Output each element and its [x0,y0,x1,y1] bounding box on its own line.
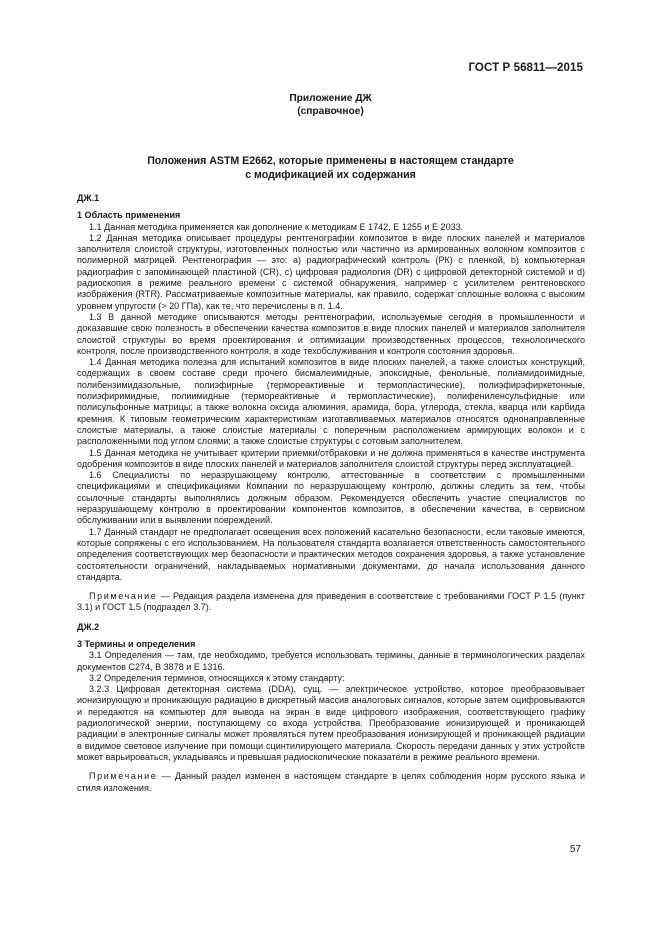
paragraph-1-4: 1.4 Данная методика полезна для испытаний композитов в виде плоских панелей, а также слоистых конструкций, содержащих в своем составе среди прочего бисмалеимидные, эпоксидные, фенольные, полиамидоимидные, полибензимидазольные, полиэфирные (термореактивные и термопластические), полиэфирэфиркетонные, полиэфиримидные, полиимидные (термореактивные и термопластические), полифениленсульфидные или полисульфонные матрицы; а также волокна оксида алюминия, арамида, бора, углерода, стекла, кварца или карбида кремния. К типовым геометрическим характеристикам изготавливаемых материалов относятся однонаправленные слоистые материалы, а также слоистые материалы с поперечным расположением армирующих волокон и с расположенными под углом слоями; а также слоистые структуры с сотовым заполнителем. [77,357,585,447]
document-title-line2: с модификацией их содержания [245,169,416,181]
section-label-dzh1: ДЖ.1 [77,193,100,203]
section-heading-terms: 3 Термины и определения [77,638,196,649]
paragraph-1-3: 1.3 В данной методике описываются методы рентгенографии, используемые сегодня в промышленности и доказавшие свою полезность в обеспечении качества композитов в виде плоских панелей и материалов заполнителя слоистой структуры во время проектирования и оптимизации производственных процессов, технологического контроля, после производственного контроля, в ходе техобслуживания и контроля состояния здоровья. [77,311,585,356]
note-text: — Данный раздел изменен в настоящем стандарте в целях соблюдения норм русского языка и стиля изложения. [77,771,585,793]
note-section1 [77,591,585,614]
paragraph-1-5: 1.5 Данная методика не учитывает критерии приемки/отбраковки и не должна применяться в качестве инструмента одобрения композитов в виде плоских панелей и материалов заполнителя слоистой структуры перед эксплуатацией. [77,447,585,469]
standard-designation: ГОСТ Р 56811—2015 [468,62,583,74]
appendix-subtitle: (справочное) [297,106,364,117]
paragraph-1-7: 1.7 Данный стандарт не предполагает освещения всех положений касательно безопасности, если таковые имеются, которые сопряжены с его использованием. На пользователя стандарта возлагается ответственность самостоятельного определения соответствующих мер безопасности и практических методов сохранения здоровья, а также установление состоятельности ограничений, накладываемых нормативными документами, до начала использования данного стандарта. [77,526,585,582]
note-section2 [77,771,585,794]
paragraph-3-2-3: 3.2.3 Цифровая детекторная система (DDA), сущ. — электрическое устройство, которое преобразовывает ионизирующую и проникающую радиацию в дискретный массив аналоговых сигналов, которые затем оцифровываются и передаются на компьютер для вывода на экран в виде цифрового изображения, соответствующего графику радиологической энергии, поступающему со входа устройства. Преобразование ионизирующей и проникающей радиации в электронные сигналы может проявляться путем преобразования ионизирующей и проникающей радиации в видимое световое излучение при помощи сцинтилирующего материала. Скорость передачи данных у этих устройств может варьироваться, укладываясь и превышая радиоскопические показатели в режиме реального времени. [77,684,585,762]
appendix-title: Приложение ДЖ [289,93,372,104]
appendix-heading [0,92,661,118]
paragraph-1-1: 1.1 Данная методика применяется как дополнение к методикам E 1742, E 1255 и E 2033. [89,221,464,232]
paragraph-1-6: 1.6 Специалисты по неразрушающему контролю, аттестованные в соответствии с промышленными спецификациями и спецификациями Компании по неразрушающему контролю, должны следить за тем, чтобы ссылочные стандарты выполнялись должным образом. Рекомендуется обеспечить участие специалистов по неразрушающему контролю в проектировании компонентов композитов, в обеспечении качества, в сервисном обслуживании или в выявлении повреждений. [77,470,585,526]
section-heading-scope: 1 Область применения [77,210,181,221]
note-text: — Редакция раздела изменена для приведения в соответствие с требованиями ГОСТ Р 1.5 (пункт 3.1) и ГОСТ 1.5 (подраздел 3.7). [77,591,585,613]
document-body [77,193,585,794]
paragraph-1-2: 1.2 Данная методика описывает процедуры рентгенографии композитов в виде плоских панелей и материалов заполнителя слоистой структуры, изготовленных полностью или частично из армированных волокном композитов с полимерной матрицей. Рентгенография — это: а) радиографический контроль (РК) с пленкой, b) компьютерная радиография с запоминающей пластиной (CR), с) цифровая радиология (DR) с цифровой детекторной системой и d) радиоскопия в режиме реального времени с системой обнаружения, например с усилителем рентгеновского изображения (RTR). Рассматриваемые композитные материалы, как правило, содержат сплошные волокна с высоким уровнем упругости (> 20 ГПа), как те, что перечислены в п. 1.4. [77,232,585,311]
paragraph-3-1: 3.1 Определения — там, где необходимо, требуется использовать термины, данные в терминологических разделах документов С274, В 3878 и Е 1316. [77,650,585,672]
note-label: Примечание [89,771,158,782]
note-label: Примечание [89,591,158,602]
page-number: 57 [569,844,581,855]
section-label-dzh2: ДЖ.2 [77,621,100,632]
document-title-line1: Положения ASTM E2662, которые применены в настоящем стандарте [147,155,514,167]
paragraph-3-2: 3.2 Определения терминов, относящихся к этому стандарту: [89,672,345,683]
document-title [60,154,601,182]
